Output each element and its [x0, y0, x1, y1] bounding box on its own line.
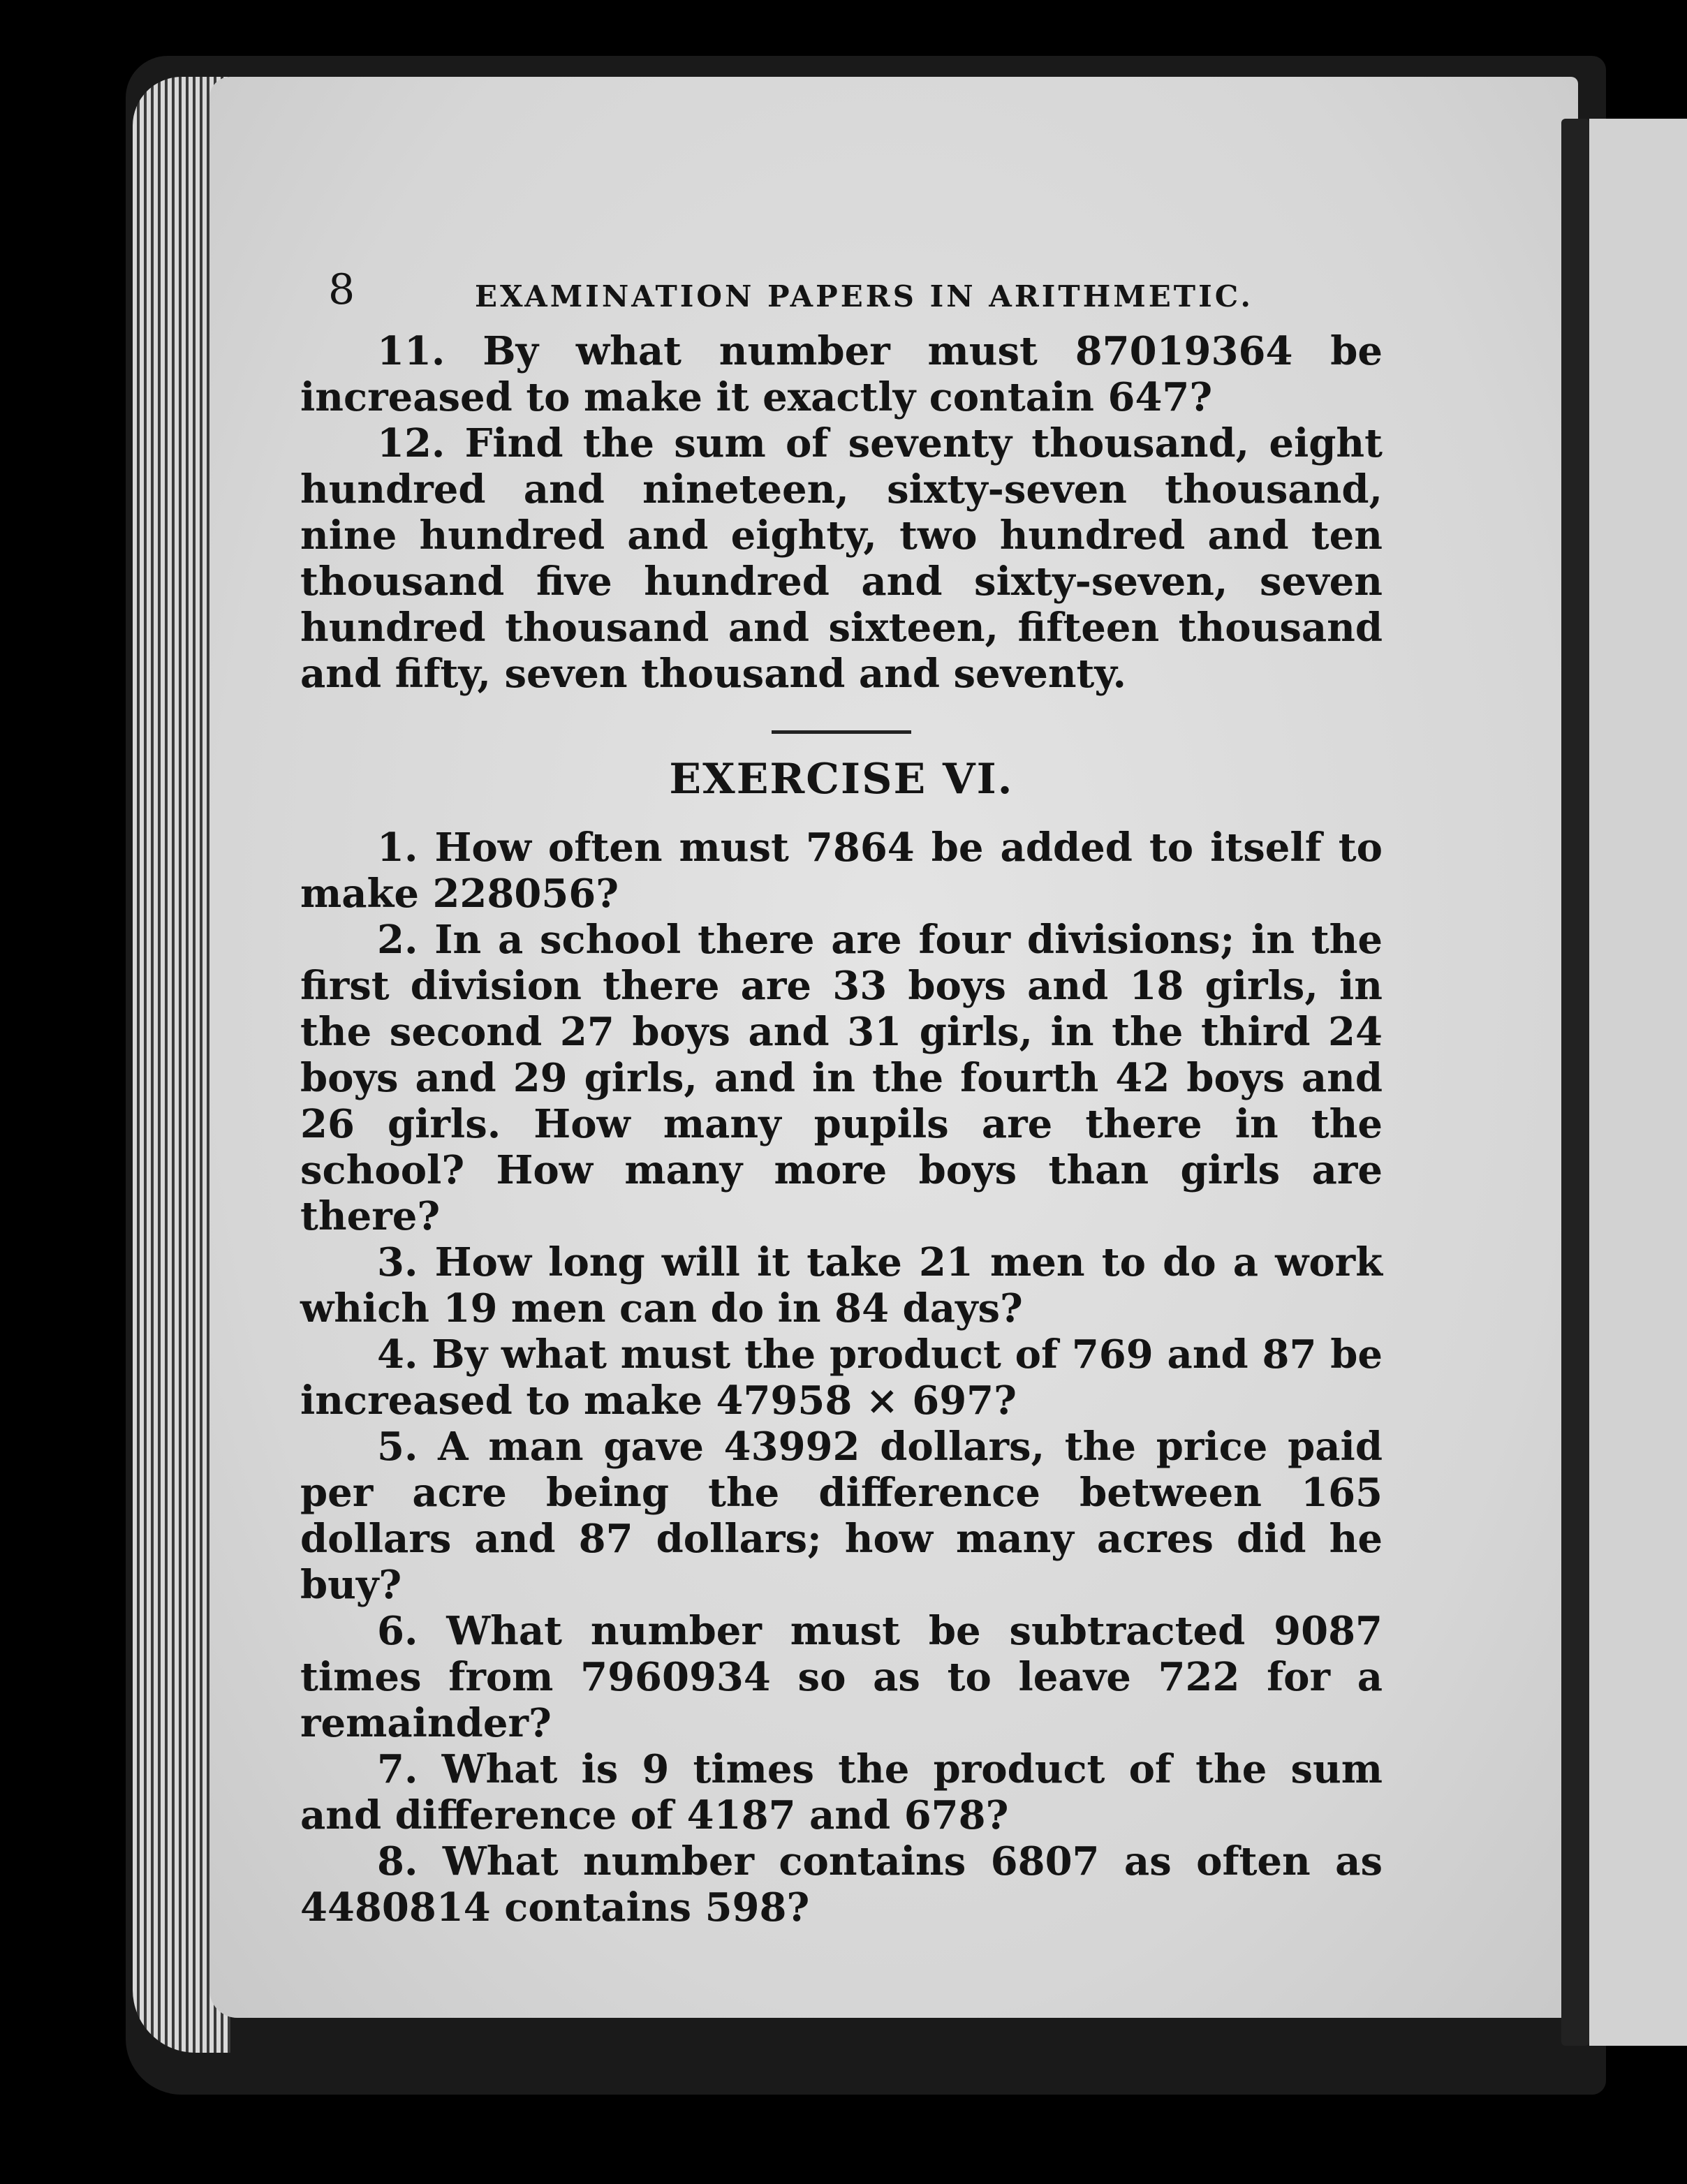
exercise-question-3: 3. How long will it take 21 men to do a work which 19 men can do in 84 days? — [300, 1239, 1383, 1331]
facing-page-edge — [1589, 119, 1687, 2046]
section-divider — [772, 730, 911, 734]
page-content — [300, 265, 1383, 1931]
exercise-question-5: 5. A man gave 43992 dollars, the price paid per acre being the difference between 165 dollars and 87 dollars; how many acres did he buy? — [300, 1424, 1383, 1608]
question-12: 12. Find the sum of seventy thousand, eight hundred and nineteen, sixty-seven thousand, nine hundred and eighty, two hundred and ten thousand five hundred and sixty-seven, seven hundred thousand and sixteen, fifteen thousand and fifty, seven thousand and seventy. — [300, 420, 1383, 697]
exercise-question-4: 4. By what must the product of 769 and 87 be increased to make 47958 × 697? — [300, 1331, 1383, 1424]
book-binding — [1561, 119, 1589, 2046]
exercise-question-8: 8. What number contains 6807 as often as 4480814 contains 598? — [300, 1838, 1383, 1931]
page-number: 8 — [328, 265, 355, 314]
exercise-question-7: 7. What is 9 times the product of the sum and difference of 4187 and 678? — [300, 1746, 1383, 1838]
exercise-question-1: 1. How often must 7864 be added to itself to make 228056? — [300, 825, 1383, 917]
exercise-title: EXERCISE VI. — [669, 755, 1014, 804]
page-header — [300, 265, 1383, 328]
question-11: 11. By what number must 87019364 be increased to make it exactly contain 647? — [300, 328, 1383, 420]
exercise-question-2: 2. In a school there are four divisions; in the first division there are 33 boys and 18 girls, in the second 27 boys and 31 girls, in the third 24 boys and 29 girls, and in the fourth 42 boys and 26 girls. How many pupils are there in the school? How many more boys than girls are there? — [300, 917, 1383, 1239]
running-head: EXAMINATION PAPERS IN ARITHMETIC. — [475, 279, 1254, 313]
exercise-question-6: 6. What number must be subtracted 9087 times from 7960934 so as to leave 722 for a remainder? — [300, 1608, 1383, 1746]
